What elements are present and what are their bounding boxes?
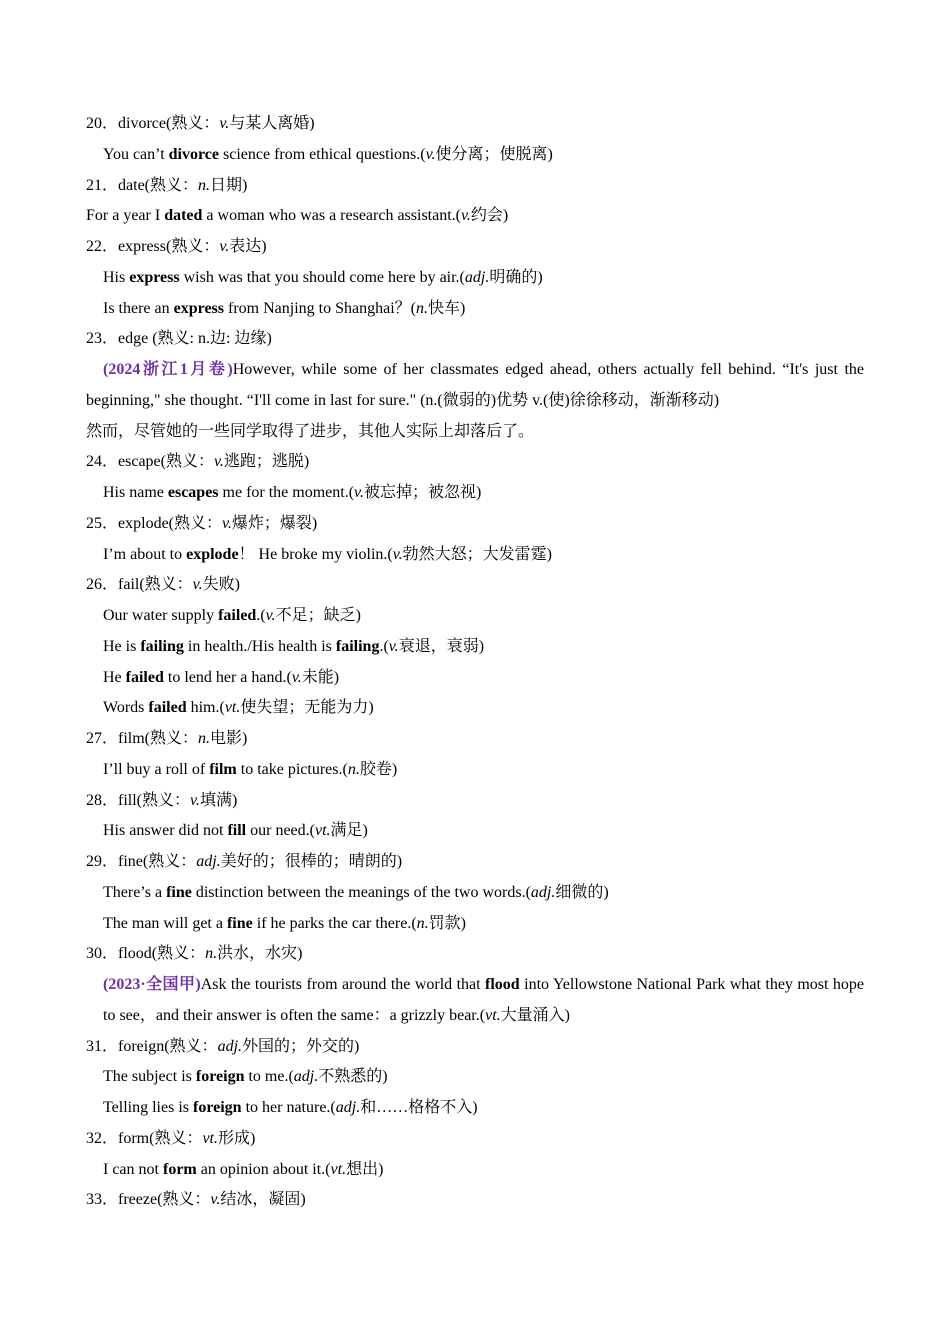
entry-meaning: 与某人离婚)	[229, 115, 315, 132]
entry-word: film(熟义：	[118, 730, 199, 747]
keyword: fine	[226, 914, 253, 932]
example-sentence: I’ll buy a roll of film to take pictures.(n.胶卷)	[103, 760, 398, 778]
part-of-speech: adj.	[196, 853, 221, 870]
entry-word: form(熟义：	[118, 1129, 203, 1147]
entry-meaning: 美好的；很棒的；晴朗的)	[220, 853, 403, 870]
entry-meaning: 电影)	[210, 730, 248, 747]
entry-heading	[86, 1185, 864, 1216]
exam-source: (2024浙江1月卷)	[103, 361, 233, 378]
entry-number: 25	[86, 514, 102, 532]
entry-heading	[86, 509, 864, 540]
part-of-speech: v.	[388, 637, 399, 655]
entry-meaning: 失败)	[202, 576, 240, 594]
keyword: film	[209, 760, 237, 778]
keyword: dated	[164, 207, 203, 225]
example-sentence: I can not form an opinion about it.(vt.想出)	[103, 1160, 384, 1178]
entry-word: date(熟义：	[118, 176, 198, 194]
entry-word: fine(熟义：	[118, 853, 197, 870]
keyword: failed	[218, 607, 257, 624]
part-of-speech: vt.	[330, 1160, 347, 1178]
keyword: foreign	[192, 1099, 242, 1116]
separator: ．	[102, 1191, 119, 1209]
part-of-speech: v.	[219, 238, 230, 255]
entry-heading	[86, 939, 864, 970]
keyword: express	[129, 268, 180, 286]
example-sentence: He failed to lend her a hand.(v.未能)	[103, 668, 340, 686]
example-sentence: Words failed him.(vt.使失望；无能为力)	[103, 699, 374, 717]
separator: ．	[102, 176, 119, 194]
entry-heading	[86, 1032, 864, 1063]
entry-number: 22	[86, 238, 102, 255]
exam-example: (2023·全国甲)Ask the tourists from around the world that flood into Yellowstone National Park what they most hope to see，and their answer is often the same：a grizzly bear.(vt.大量涌入)	[103, 976, 864, 1024]
entry-meaning: 结冰，凝固)	[220, 1191, 306, 1209]
separator: ．	[102, 514, 119, 532]
separator: ．	[102, 730, 119, 747]
entry-word: fill(熟义：	[118, 791, 191, 809]
entry-meaning: 表达)	[229, 238, 267, 255]
entry-heading	[86, 232, 864, 263]
part-of-speech: v.	[213, 453, 224, 471]
example-sentence: Telling lies is foreign to her nature.(adj.和……格格不入)	[103, 1099, 478, 1116]
entry-word: divorce(熟义：	[118, 115, 220, 132]
part-of-speech: n.	[205, 945, 218, 963]
entry-number: 32	[86, 1129, 102, 1147]
entry-number: 30	[86, 945, 102, 963]
example-sentence: You can’t divorce science from ethical questions.(v.使分离；使脱离)	[103, 145, 553, 163]
entry-heading	[86, 109, 864, 140]
part-of-speech: v.	[222, 514, 232, 532]
part-of-speech: vt.	[314, 822, 331, 840]
keyword: flood	[485, 976, 520, 993]
entry-word: fail(熟义：	[118, 576, 193, 594]
part-of-speech: n.	[198, 730, 211, 747]
entry-number: 20	[86, 115, 102, 132]
example-sentence: The subject is foreign to me.(adj.不熟悉的)	[103, 1068, 388, 1086]
entry-heading	[86, 786, 864, 817]
example-sentence: He is failing in health./His health is failing.(v.衰退，衰弱)	[103, 637, 485, 655]
example-sentence: His answer did not fill our need.(vt.满足)	[103, 822, 368, 840]
entry-number: 21	[86, 176, 102, 194]
entry-heading	[86, 724, 864, 755]
keyword: failing	[335, 637, 380, 655]
entry-number: 24	[86, 453, 102, 471]
exam-source: (2023·全国甲)	[103, 976, 201, 993]
part-of-speech: n.	[198, 176, 210, 194]
part-of-speech: adj.	[293, 1068, 319, 1086]
keyword: form	[162, 1160, 197, 1178]
separator: ．	[102, 791, 119, 809]
part-of-speech: adj.	[335, 1099, 361, 1116]
separator: ．	[102, 853, 119, 870]
entry-meaning: 爆炸；爆裂)	[231, 514, 318, 532]
example-sentence: The man will get a fine if he parks the car there.(n.罚款)	[103, 914, 467, 932]
part-of-speech: v.	[192, 576, 203, 594]
entry-word: foreign(熟义：	[118, 1037, 218, 1055]
separator: ．	[102, 1037, 119, 1055]
keyword: fine	[166, 883, 192, 901]
keyword: escapes	[167, 484, 219, 501]
part-of-speech: n.	[416, 299, 428, 317]
keyword: failing	[140, 637, 184, 655]
example-sentence: His express wish was that you should come here by air.(adj.明确的)	[103, 268, 543, 286]
keyword: failed	[125, 668, 164, 686]
keyword: fill	[227, 822, 247, 840]
part-of-speech: vt.	[224, 699, 241, 717]
example-sentence: Our water supply failed.(v.不足；缺乏)	[103, 607, 361, 624]
part-of-speech: v.	[265, 607, 276, 624]
entry-number: 33	[86, 1191, 102, 1209]
part-of-speech: adj.	[217, 1037, 243, 1055]
entry-word: edge (熟义: n.边: 边缘)	[118, 330, 272, 348]
part-of-speech: adj.	[530, 883, 556, 901]
entry-word: freeze(熟义：	[118, 1191, 211, 1209]
separator: ．	[102, 115, 119, 132]
part-of-speech: v.	[425, 145, 436, 163]
part-of-speech: v.	[190, 791, 200, 809]
entry-number: 28	[86, 791, 102, 809]
part-of-speech: n.	[347, 760, 360, 778]
part-of-speech: v.	[210, 1191, 221, 1209]
part-of-speech: adj.	[464, 268, 490, 286]
part-of-speech: v.	[461, 207, 471, 225]
entry-meaning: 日期)	[210, 176, 248, 194]
separator: ．	[102, 1129, 119, 1147]
example-sentence: For a year I dated a woman who was a research assistant.(v.约会)	[86, 207, 509, 225]
entry-heading	[86, 1124, 864, 1155]
keyword: failed	[148, 699, 187, 717]
entry-heading	[86, 570, 864, 601]
part-of-speech: vt.	[202, 1129, 218, 1147]
example-sentence: There’s a fine distinction between the meanings of the two words.(adj.细微的)	[103, 883, 609, 901]
vocab-list	[86, 109, 864, 1216]
entry-number: 29	[86, 853, 102, 870]
keyword: explode	[186, 545, 239, 563]
entry-meaning: 填满)	[199, 791, 238, 809]
entry-heading	[86, 324, 864, 355]
part-of-speech: vt.	[485, 1006, 501, 1024]
separator: ．	[102, 330, 119, 348]
example-sentence: His name escapes me for the moment.(v.被忘掉；被忽视)	[103, 484, 482, 501]
part-of-speech: v.	[354, 484, 364, 501]
example-sentence: I’m about to explode！ He broke my violin.(v.勃然大怒；大发雷霆)	[103, 545, 553, 563]
separator: ．	[102, 945, 119, 963]
entry-word: explode(熟义：	[118, 514, 222, 532]
entry-word: flood(熟义：	[118, 945, 206, 963]
keyword: foreign	[195, 1068, 245, 1086]
entry-word: express(熟义：	[118, 238, 220, 255]
part-of-speech: v.	[392, 545, 403, 563]
entry-number: 31	[86, 1037, 102, 1055]
separator: ．	[102, 238, 119, 255]
entry-meaning: 形成)	[218, 1129, 256, 1147]
entry-meaning: 洪水，水灾)	[217, 945, 303, 963]
part-of-speech: v.	[291, 668, 302, 686]
entry-number: 26	[86, 576, 102, 594]
entry-heading	[86, 171, 864, 202]
keyword: divorce	[168, 145, 219, 163]
entry-meaning: 逃跑；逃脱)	[223, 453, 310, 471]
exam-example: (2024浙江1月卷)However, while some of her classmates edged ahead, others actually fell behind. “It's just the beginning," she thought. “I'll come in last for sure." (n.(微弱的)优势 v.(使)徐徐移动，渐渐移动)	[86, 361, 864, 409]
separator: ．	[102, 453, 119, 471]
keyword: express	[173, 299, 225, 317]
entry-number: 27	[86, 730, 102, 747]
example-sentence: Is there an express from Nanjing to Shanghai？(n.快车)	[103, 299, 466, 317]
separator: ．	[102, 576, 119, 594]
entry-heading	[86, 447, 864, 478]
part-of-speech: v.	[219, 115, 230, 132]
entry-word: escape(熟义：	[118, 453, 214, 471]
entry-heading	[86, 847, 864, 878]
translation: 然而，尽管她的一些同学取得了进步，其他人实际上却落后了。	[86, 422, 535, 440]
part-of-speech: n.	[416, 914, 429, 932]
entry-number: 23	[86, 330, 102, 348]
entry-meaning: 外国的；外交的)	[242, 1037, 360, 1055]
